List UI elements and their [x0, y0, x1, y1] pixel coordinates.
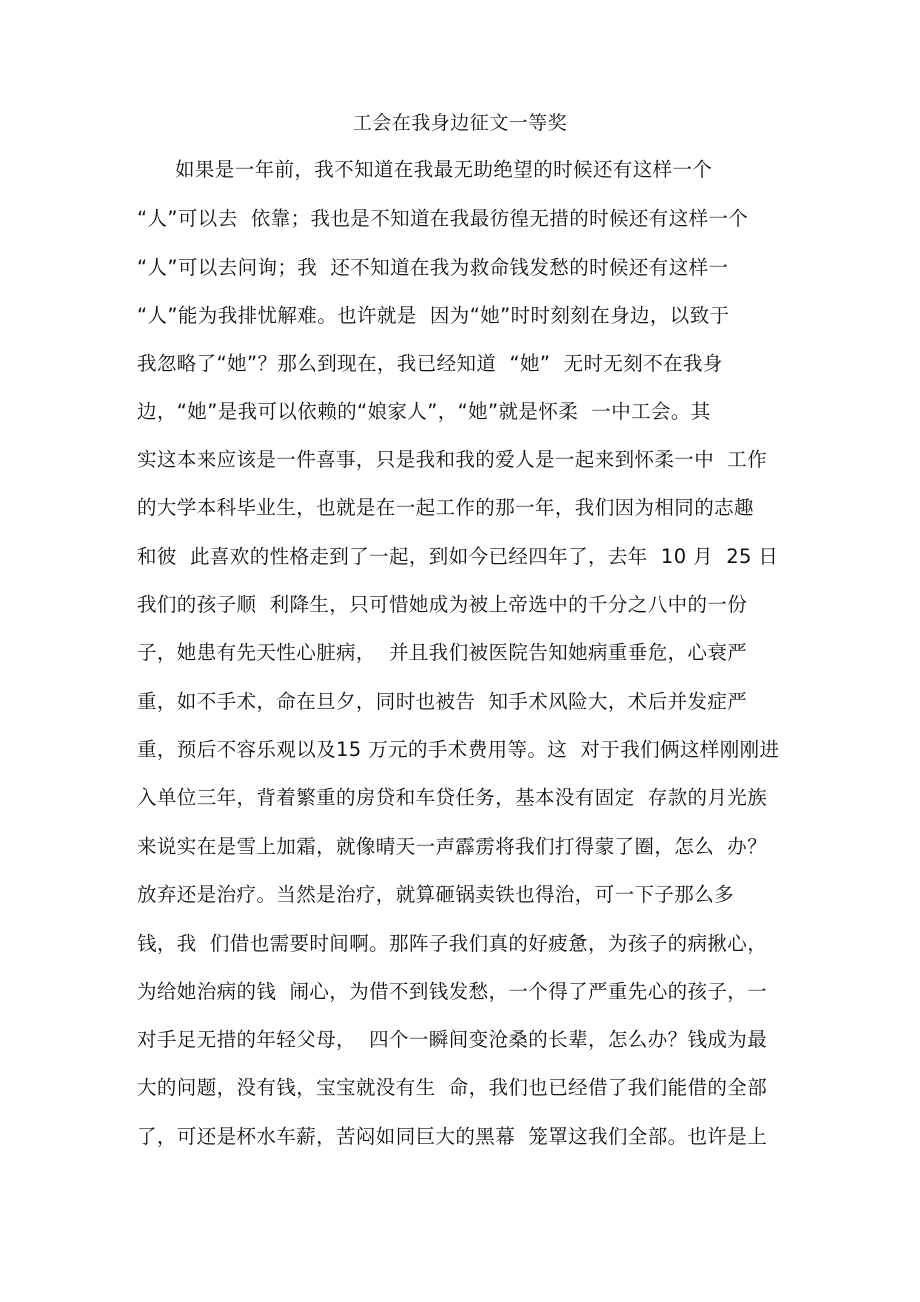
paragraph-line: “人”能为我排忧解难。也许就是 因为“她”时时刻刻在身边，以致于: [137, 304, 730, 327]
paragraph-line: 的大学本科毕业生，也就是在一起工作的那一年，我们因为相同的志趣: [137, 496, 754, 519]
paragraph-line: 我忽略了“她”？那么到现在，我已经知道 “她” 无时无刻不在我身: [137, 352, 723, 375]
paragraph-line: 对手足无措的年轻父母， 四个一瞬间变沧桑的长辈，怎么办？钱成为最: [137, 1028, 768, 1051]
paragraph-line: 为给她治病的钱 闹心，为借不到钱发愁，一个得了严重先心的孩子，一: [137, 980, 768, 1003]
paragraph-line: 放弃还是治疗。当然是治疗，就算砸锅卖铁也得治，可一下子那么多: [137, 883, 735, 906]
paragraph-line: 子，她患有先天性心脏病， 并且我们被医院告知她病重垂危，心衰严: [137, 641, 748, 664]
paragraph-line: “人”可以去 依靠；我也是不知道在我最彷徨无措的时候还有这样一个: [137, 207, 749, 230]
paragraph-line: “人”可以去问询；我 还不知道在我为救命钱发愁的时候还有这样一: [137, 256, 729, 279]
paragraph-line: 重，预后不容乐观以及15 万元的手术费用等。这 对于我们俩这样刚刚进: [137, 738, 780, 761]
paragraph-line: 边，“她”是我可以依赖的“娘家人”，“她”就是怀柔 一中工会。其: [137, 400, 711, 423]
paragraph-line: 钱，我 们借也需要时间啊。那阵子我们真的好疲惫，为孩子的病揪心，: [137, 932, 768, 955]
paragraph-line: 我们的孩子顺 利降生，只可惜她成为被上帝选中的千分之八中的一份: [137, 593, 748, 616]
document-title: 工会在我身边征文一等奖: [352, 112, 568, 134]
paragraph-line: 来说实在是雪上加霜，就像晴天一声霹雳将我们打得蒙了圈，怎么 办？: [137, 835, 768, 858]
paragraph-line: 大的问题，没有钱，宝宝就没有生 命，我们也已经借了我们能借的全部: [137, 1076, 768, 1099]
paragraph-line: 实这本来应该是一件喜事，只是我和我的爱人是一起来到怀柔一中 工作: [137, 448, 768, 471]
paragraph-line: 和彼 此喜欢的性格走到了一起，到如今已经四年了，去年 10 月 25 日: [137, 545, 779, 568]
paragraph-line: 了，可还是杯水车薪，苦闷如同巨大的黑幕 笼罩这我们全部。也许是上: [137, 1125, 768, 1148]
paragraph-line: 如果是一年前，我不知道在我最无助绝望的时候还有这样一个: [175, 158, 713, 181]
paragraph-line: 重，如不手术，命在旦夕，同时也被告 知手术风险大，术后并发症严: [137, 690, 748, 713]
paragraph-line: 入单位三年，背着繁重的房贷和车贷任务，基本没有固定 存款的月光族: [137, 786, 768, 809]
